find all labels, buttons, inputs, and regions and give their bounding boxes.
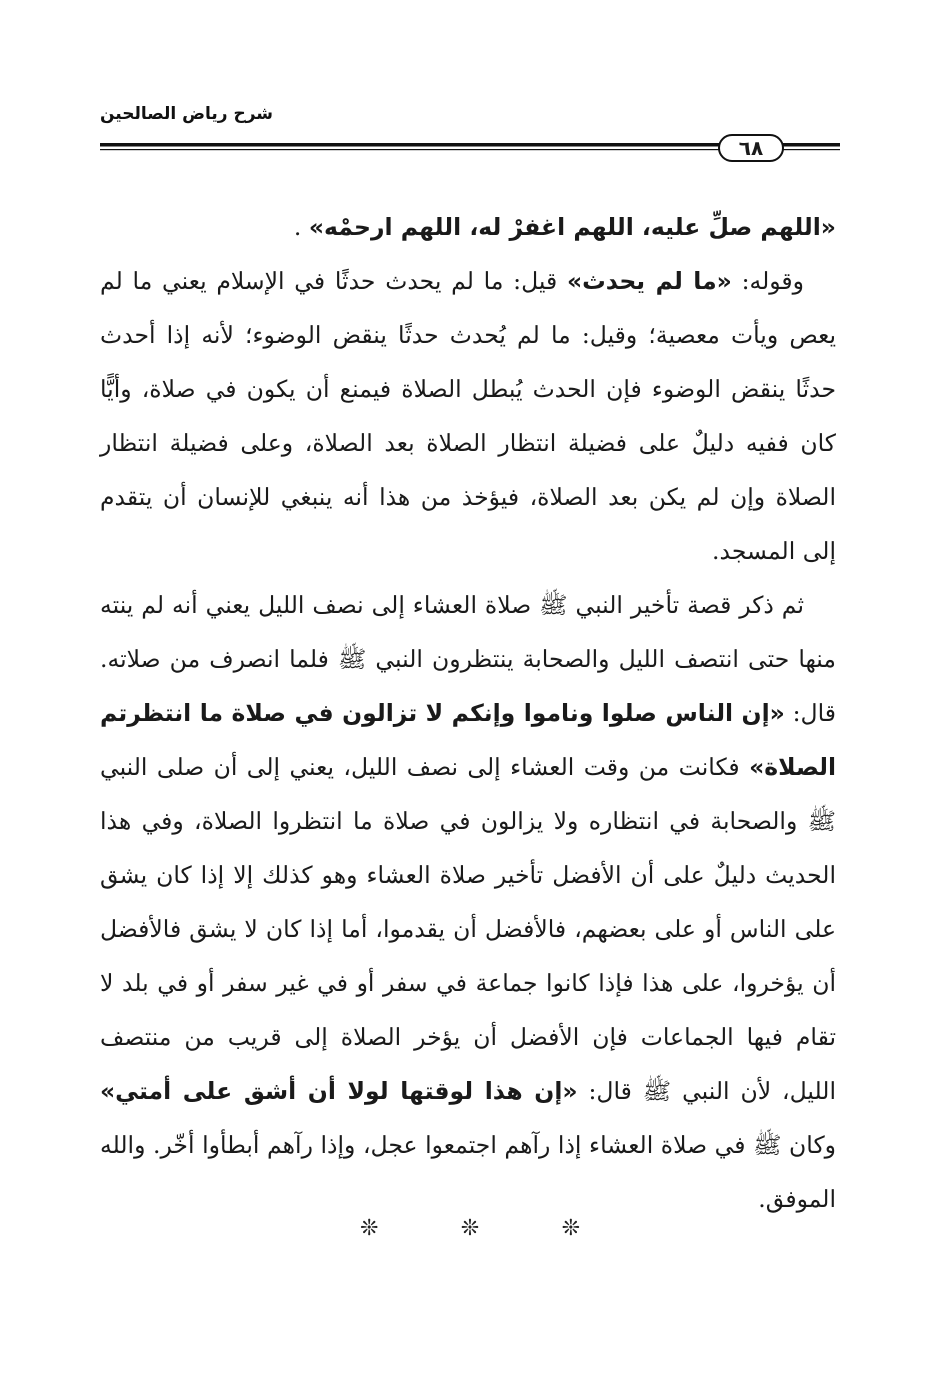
page-number-badge	[718, 134, 784, 162]
text-run: فكانت من وقت العشاء إلى نصف الليل، يعني إلى أن صلى النبي ﷺ والصحابة في انتظاره ولا يزالون في صلاة ما انتظروا الصلاة، وفي هذا الحديث دليلٌ على أن الأفضل تأخير صلاة العشاء وهو كذلك إلا إذا كان يشق على الناس أو على بعضهم، فالأفضل أن يقدموا، أما إذا كان لا يشق فالأفضل أن يؤخروا، على هذا فإذا كانوا جماعة في سفر أو في غير سفر أو في بلد لا تقام فيها الجماعات فإن الأفضل أن يؤخر الصلاة إلى قريب من منتصف الليل، لأن النبي ﷺ قال:	[100, 753, 836, 1105]
hadith-quote: «إن هذا لوقتها لولا أن أشق على أمتي»	[100, 1077, 578, 1105]
section-divider-ornament	[360, 1216, 580, 1241]
quoted-phrase: «ما لم يحدث»	[566, 267, 732, 295]
asterism-icon: ❊	[561, 1216, 580, 1241]
paragraph-commentary-hadath	[100, 254, 836, 578]
text-run: .	[293, 213, 309, 241]
prayer-quote: «اللهم صلِّ عليه، اللهم اغفرْ له، اللهم ارحمْه»	[308, 213, 836, 241]
text-run: قيل: ما لم يحدث حدثًا في الإسلام يعني ما لم يعص ويأت معصية؛ وقيل: ما لم يُحدث حدثًا ينقض الوضوء؛ لأنه إذا أحدث حدثًا ينقض الوضوء فإن الحدث يُبطل الصلاة فيمنع أن يكون في صلاة، وأيًّا كان ففيه دليلٌ على فضيلة انتظار الصلاة بعد الصلاة، وعلى فضيلة انتظار الصلاة وإن لم يكن بعد الصلاة، فيؤخذ من هذا أنه ينبغي للإنسان أن يتقدم إلى المسجد.	[100, 267, 836, 565]
running-header-title: شرح رياض الصالحين	[100, 104, 274, 124]
text-run: ثم ذكر قصة تأخير النبي ﷺ صلاة العشاء إلى نصف الليل يعني أنه لم ينته منها حتى انتصف الليل والصحابة ينتظرون النبي ﷺ فلما انصرف من صلاته. قال:	[100, 591, 836, 727]
hadith-quote: «إن الناس صلوا وناموا وإنكم لا تزالون في صلاة ما انتظرتم الصلاة»	[100, 699, 836, 781]
text-run: وكان ﷺ في صلاة العشاء إذا رآهم اجتمعوا عجل، وإذا رآهم أبطأوا أخّر. والله الموفق.	[100, 1131, 836, 1213]
paragraph-commentary-isha	[100, 578, 836, 1226]
page-number: ٦٨	[738, 136, 764, 160]
paragraph-closing-prayer	[100, 200, 836, 254]
text-run: وقوله:	[731, 267, 804, 295]
asterism-icon: ❊	[360, 1216, 379, 1241]
asterism-icon: ❊	[460, 1216, 480, 1241]
body-text	[100, 200, 836, 1226]
